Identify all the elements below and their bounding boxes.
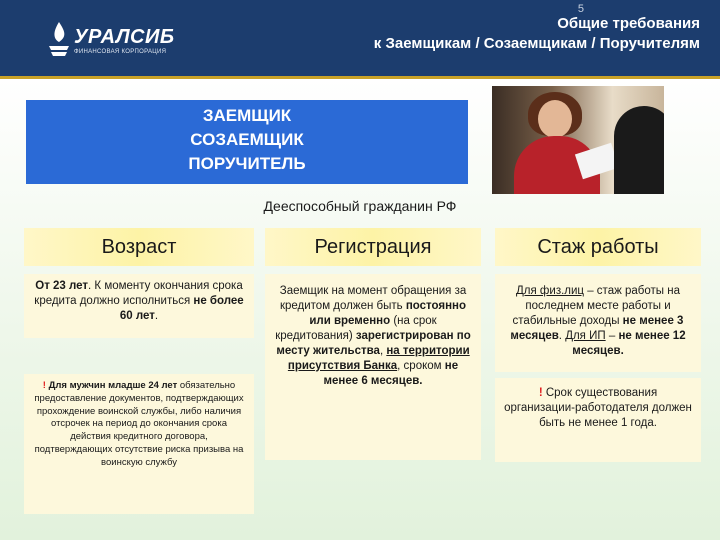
role-guarantor: ПОРУЧИТЕЛЬ <box>188 154 306 173</box>
logo-text: УРАЛСИБ <box>74 26 175 48</box>
page-number: 5 <box>577 3 584 15</box>
age-requirement-card: От 23 лет. К моменту окончания срока кредита должно исполниться не более 60 лет. <box>24 274 254 338</box>
uralsib-flame-logo-icon <box>46 20 72 60</box>
exclamation-icon: ! <box>42 380 46 391</box>
title-line-1: Общие требования <box>557 15 700 32</box>
subtitle: Дееспособный гражданин РФ <box>263 198 457 214</box>
role-box <box>26 100 468 184</box>
registration-requirement-card: Заемщик на момент обращения за кредитом должен быть постоянно или временно (на срок кредитования) зарегистрирован по месту жительства, на территории присутствия Банка, сроком не менее 6 месяцев. <box>265 274 481 460</box>
logo <box>46 18 176 62</box>
header-bar <box>0 0 720 76</box>
title-line-2: к Заемщикам / Созаемщикам / Поручителям <box>373 35 700 52</box>
page-title <box>220 14 700 54</box>
employer-requirement-card: ! Срок существования организации-работодателя должен быть не менее 1 года. <box>495 378 701 462</box>
role-borrower: ЗАЕМЩИК <box>202 106 292 125</box>
heading-registration: Регистрация <box>265 228 481 266</box>
heading-age: Возраст <box>24 228 254 266</box>
military-requirement-card: ! Для мужчин младше 24 лет обязательно предоставление документов, подтверждающих прохождение воинской службы, либо наличия отсрочек на период до окончания срока действия кредитного договора, подтверждающих отсутствие риска призыва на воинскую службу <box>24 374 254 514</box>
experience-requirement-card: Для физ.лиц – стаж работы на последнем месте работы и стабильные доходы не менее 3 месяцев. Для ИП – не менее 12 месяцев. <box>495 274 701 372</box>
heading-experience: Стаж работы <box>495 228 701 266</box>
role-co-borrower: СОЗАЕМЩИК <box>190 130 304 149</box>
exclamation-icon: ! <box>538 387 543 399</box>
logo-subtext: ФИНАНСОВАЯ КОРПОРАЦИЯ <box>74 49 167 55</box>
business-meeting-photo <box>492 86 664 194</box>
